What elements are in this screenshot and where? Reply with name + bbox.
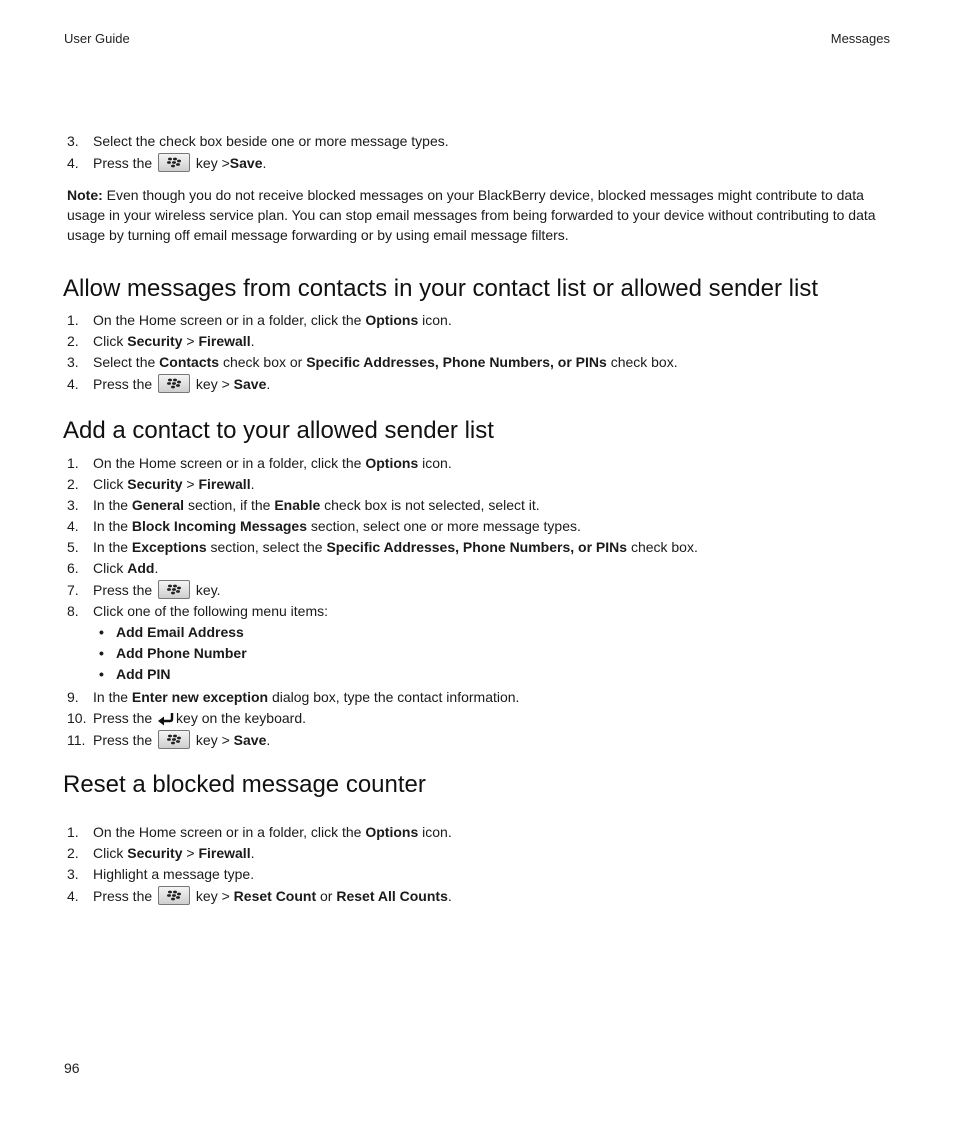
- list-item: 3. Highlight a message type.: [67, 866, 255, 882]
- running-header-right: Messages: [830, 31, 890, 46]
- bullet-icon: •: [99, 645, 104, 661]
- list-item: 9. In the Enter new exception dialog box, type the contact information.: [67, 689, 520, 705]
- running-header-left: User Guide: [64, 31, 130, 46]
- blackberry-menu-key-icon: [158, 374, 190, 393]
- menu-items-sublist: [0, 622, 698, 685]
- list-item: 4. Press the key > Reset Count or Reset All Counts.: [67, 888, 452, 904]
- list-item: 4. Press the key >Save.: [67, 155, 267, 171]
- list-item: 5. In the Exceptions section, select the Specific Addresses, Phone Numbers, or PINs check box.: [67, 539, 698, 555]
- blackberry-menu-key-icon: [158, 730, 190, 749]
- section1-steps: [0, 310, 678, 395]
- section2-steps: [0, 453, 698, 751]
- section-heading: Add a contact to your allowed sender list: [63, 417, 494, 444]
- list-item: 2. Click Security > Firewall.: [67, 333, 255, 349]
- list-item: 4. In the Block Incoming Messages section, select one or more message types.: [67, 518, 581, 534]
- bullet-icon: •: [99, 666, 104, 682]
- list-item: 11. Press the key > Save.: [67, 732, 271, 748]
- note-label: Note:: [67, 187, 103, 203]
- list-item: 7. Press the key.: [67, 582, 221, 598]
- bullet-icon: •: [99, 624, 104, 640]
- note-paragraph: [67, 185, 897, 245]
- list-item: 4. Press the key > Save.: [67, 376, 271, 392]
- list-item: 3. Select the Contacts check box or Specific Addresses, Phone Numbers, or PINs check box.: [67, 354, 678, 370]
- list-item: 2. Click Security > Firewall.: [67, 476, 255, 492]
- list-item: 3. In the General section, if the Enable check box is not selected, select it.: [67, 497, 540, 513]
- page-number: 96: [64, 1060, 80, 1076]
- list-item: 8. Click one of the following menu items:: [67, 603, 328, 619]
- list-item: 2. Click Security > Firewall.: [67, 845, 255, 861]
- section-heading: Reset a blocked message counter: [63, 771, 426, 798]
- blackberry-menu-key-icon: [158, 580, 190, 599]
- list-item: 1. On the Home screen or in a folder, click the Options icon.: [67, 312, 452, 328]
- section-heading: Allow messages from contacts in your contact list or allowed sender list: [63, 275, 818, 302]
- intro-steps: [0, 131, 449, 174]
- list-item: • Add PIN: [0, 664, 698, 685]
- list-item: 3. Select the check box beside one or more message types.: [67, 133, 449, 149]
- list-item: • Add Phone Number: [0, 643, 698, 664]
- list-item: • Add Email Address: [0, 622, 698, 643]
- list-item: 1. On the Home screen or in a folder, click the Options icon.: [67, 455, 452, 471]
- note-text: Even though you do not receive blocked messages on your BlackBerry device, blocked messages might contribute to data usage in your wireless service plan. You can stop email messages from being forwarded to your device without contributing to data usage by turning off email message forwarding or by using email message filters.: [67, 187, 876, 243]
- list-item: 10. Press the key on the keyboard.: [0, 708, 698, 729]
- section3-steps: [0, 822, 452, 907]
- list-item: 1. On the Home screen or in a folder, click the Options icon.: [67, 824, 452, 840]
- list-item: 6. Click Add.: [67, 560, 159, 576]
- blackberry-menu-key-icon: [158, 886, 190, 905]
- blackberry-menu-key-icon: [158, 153, 190, 172]
